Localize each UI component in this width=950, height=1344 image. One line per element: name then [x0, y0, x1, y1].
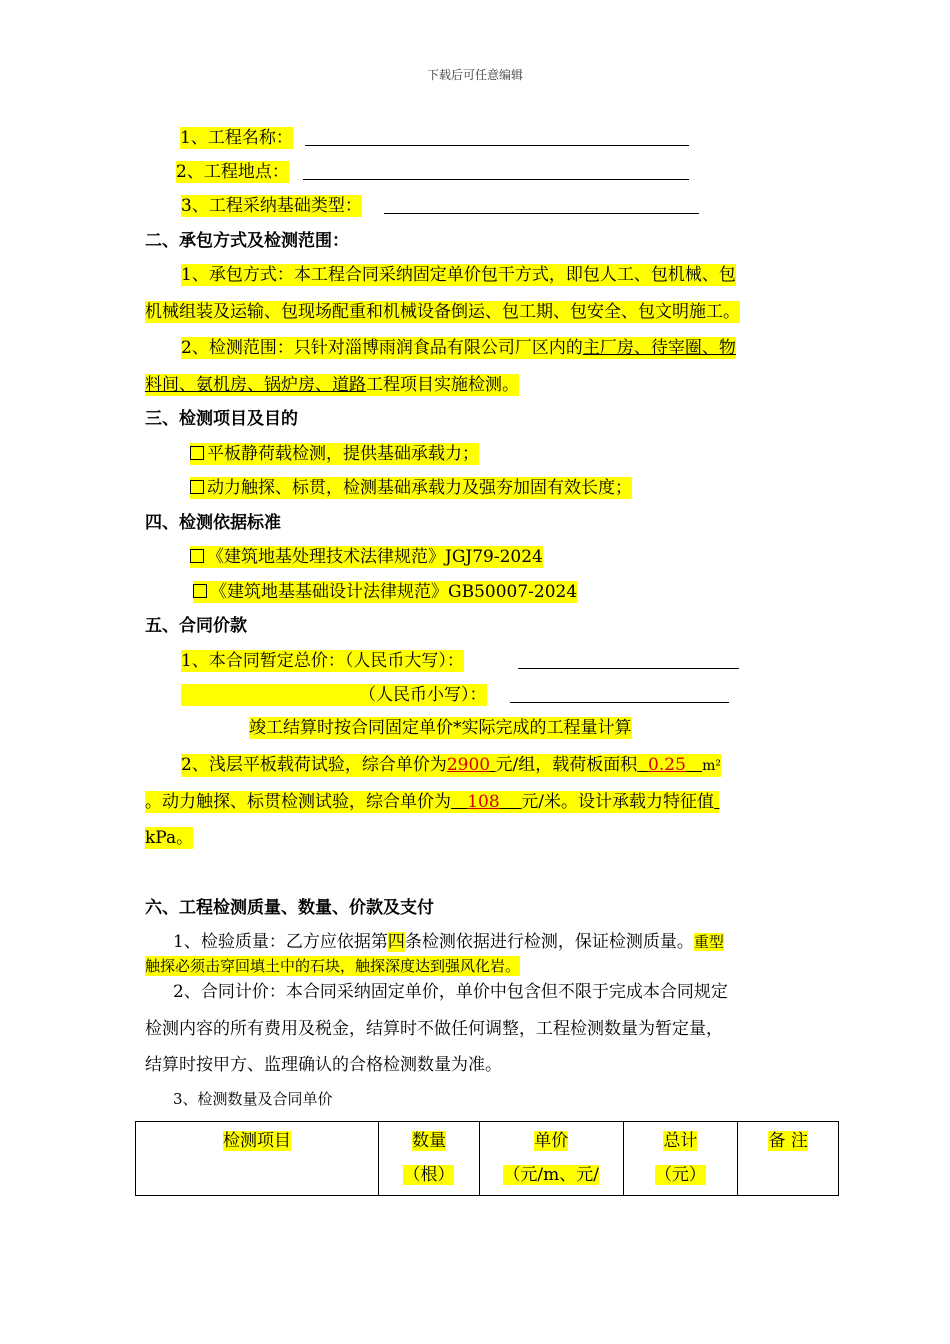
col-qty-unit: （根）	[403, 1165, 455, 1185]
quantity-price-table	[135, 1121, 839, 1196]
foundation-type-label: 3、工程采纳基础类型：	[181, 196, 362, 216]
table-header-remark	[738, 1122, 839, 1196]
quality-note-2: 触探必须击穿回填土中的石块，触探深度达到强风化岩。	[145, 957, 521, 975]
section4-title: 四、检测依据标准	[145, 513, 281, 533]
total-price-lower-field[interactable]	[510, 702, 729, 703]
section5-p2-line3: kPa。	[145, 828, 194, 848]
checkbox-icon[interactable]	[193, 584, 207, 598]
table-header-qty	[379, 1122, 480, 1196]
quality-text-b: 条检测依据进行检测，保证检测质量。	[404, 932, 694, 952]
quality-text-a: 1、检验质量：乙方应依据第	[173, 932, 388, 952]
quantity-heading: 3、检测数量及合同单价	[173, 1090, 333, 1108]
section3-title: 三、检测项目及目的	[145, 409, 298, 429]
section6-title: 六、工程检测质量、数量、价款及支付	[145, 898, 434, 918]
section2-p2-line2	[145, 374, 519, 396]
probe-unit-price: 108	[467, 792, 500, 812]
design-capacity-text: 元/米。设计承载力特征值	[521, 792, 715, 812]
pricing-line3: 结算时按甲方、监理确认的合格检测数量为准。	[145, 1055, 502, 1075]
probe-test-text: 。动力触探、标贯检测试验，综合单价为	[145, 792, 451, 812]
checkbox-icon[interactable]	[190, 446, 204, 460]
standard-gb50007-label: 《建筑地基基础设计法律规范》GB50007-2024	[210, 582, 578, 602]
table-row	[136, 1122, 839, 1196]
total-price-upper-field[interactable]	[518, 668, 739, 669]
total-price-upper-label: 1、本合同暂定总价：（人民币大写）：	[181, 651, 464, 671]
quality-clause-number: 四	[387, 932, 405, 952]
project-name-label: 1、工程名称：	[180, 128, 293, 148]
col-total-unit: （元）	[654, 1165, 706, 1185]
checkbox-icon[interactable]	[190, 549, 204, 563]
section2-p1-line1: 1、承包方式：本工程合同采纳固定单价包干方式，即包人工、包机械、包	[181, 265, 736, 285]
foundation-type-field[interactable]	[384, 213, 699, 214]
checkbox-icon[interactable]	[190, 480, 204, 494]
col-price-unit: （元/m、元/	[503, 1165, 600, 1185]
col-qty-label: 数量	[411, 1131, 446, 1151]
project-location-field[interactable]	[303, 179, 689, 180]
section5-p2-line2	[145, 791, 719, 813]
section5-title: 五、合同价款	[145, 616, 247, 636]
project-location-label: 2、工程地点：	[176, 162, 289, 182]
plate-area-value: 0.25	[648, 755, 686, 775]
standard-jgj79-label: 《建筑地基处理技术法律规范》JGJ79-2024	[207, 547, 543, 567]
section2-title: 二、承包方式及检测范围：	[145, 231, 349, 251]
col-price-label: 单价	[534, 1131, 569, 1151]
table-header-item	[136, 1122, 379, 1196]
settlement-note: 竣工结算时按合同固定单价*实际完成的工程量计算	[249, 718, 632, 738]
project-name-field[interactable]	[305, 145, 689, 146]
header-note: 下载后可任意编辑	[426, 68, 523, 82]
area-unit: m²	[702, 758, 722, 774]
standard-gb50007[interactable]	[193, 581, 577, 603]
table-header-total	[623, 1122, 738, 1196]
quality-note-1: 重型	[693, 933, 724, 951]
quality-line1	[173, 931, 724, 953]
total-price-lower-label: （人民币小写）：	[359, 685, 487, 705]
pricing-line2: 检测内容的所有费用及税金，结算时不做任何调整，工程检测数量为暂定量，	[145, 1019, 723, 1039]
scope-buildings-2: 料间、氨机房、锅炉房、道路	[145, 375, 366, 395]
plate-unit-price: 2900	[446, 755, 491, 775]
section2-p1-line2: 机械组装及运输、包现场配重和机械设备倒运、包工期、包安全、包文明施工。	[145, 302, 740, 322]
table-header-price	[479, 1122, 623, 1196]
col-item-label: 检测项目	[223, 1131, 292, 1151]
section2-p2-line1	[181, 337, 736, 359]
col-total-label: 总计	[663, 1131, 698, 1151]
scope-prefix: 2、检测范围：只针对淄博雨润食品有限公司厂区内的	[181, 338, 583, 358]
scope-buildings-1: 主厂房、待宰圈、物	[582, 338, 736, 358]
check-item-plate-label: 平板静荷载检测，提供基础承载力；	[207, 444, 479, 464]
pricing-line1: 2、合同计价：本合同采纳固定单价，单价中包含但不限于完成本合同规定	[173, 982, 728, 1002]
check-item-plate[interactable]	[190, 443, 479, 465]
standard-jgj79[interactable]	[190, 546, 543, 568]
plate-test-text: 2、浅层平板载荷试验，综合单价为	[181, 755, 447, 775]
total-price-lower-blank	[181, 684, 359, 706]
section5-p2-line1	[181, 754, 721, 777]
scope-suffix: 工程项目实施检测。	[366, 375, 519, 395]
col-remark-label: 备 注	[768, 1131, 808, 1151]
check-item-probe[interactable]	[190, 477, 632, 499]
plate-area-text: 元/组，载荷板面积	[495, 755, 638, 775]
check-item-probe-label: 动力触探、标贯，检测基础承载力及强夯加固有效长度；	[207, 478, 632, 498]
